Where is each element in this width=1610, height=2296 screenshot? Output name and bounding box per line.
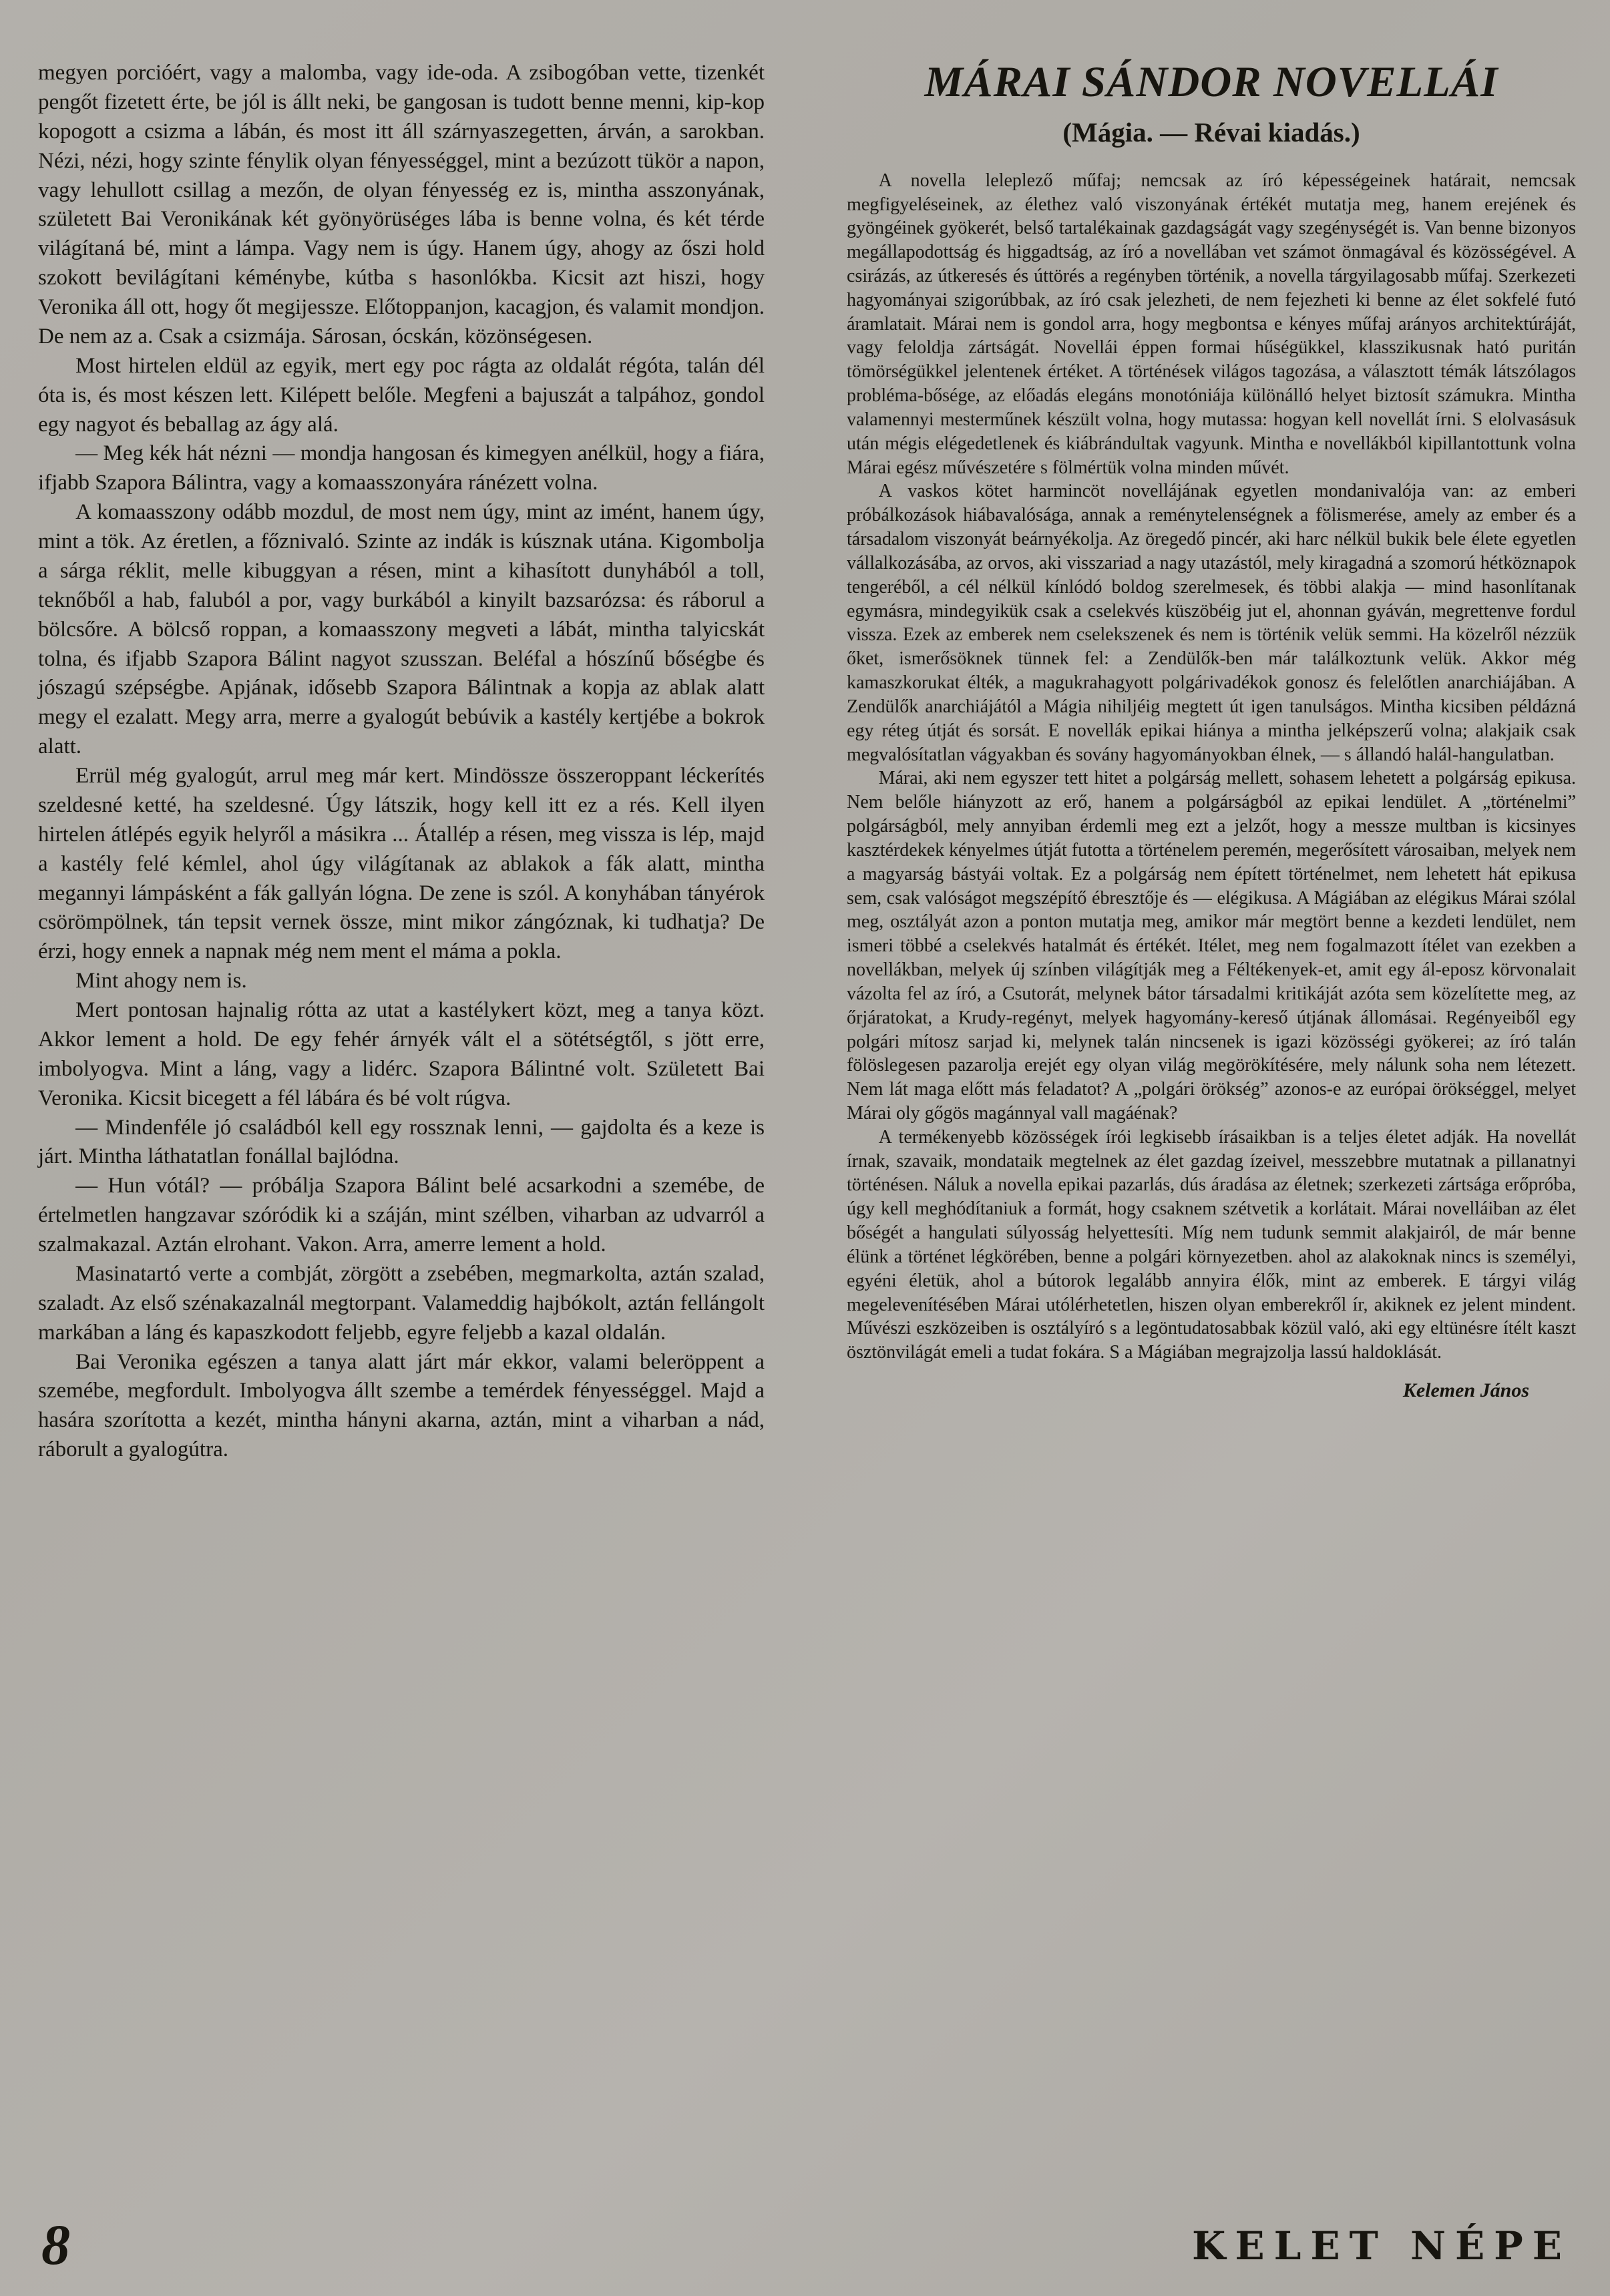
review-title: MÁRAI SÁNDOR NOVELLÁI [924,58,1498,106]
paragraph: Masinatartó verte a combját, zörgött a zsebében, megmarkolta, aztán szalad, szaladt. Az első szénakazalnál megtorpant. Valameddig hajbókolt, aztán fellángolt markában a láng és kapaszkodott feljebb, egyre feljebb a kazal oldalán. [38,1261,765,1345]
magazine-title: KELET NÉPE [1191,2223,1571,2269]
paragraph: Errül még gyalogút, arrul meg már kert. Mindössze összeroppant léckerítés szeldesné ketté, ha szeldesné. Úgy látszik, hogy kell itt ez a rés. Kell ilyen hirtelen átlépés egyik helyről a másikra ... Átallép a résen, meg vissza is lép, majd a kastély felé kémlel, ahol úgy világítanak az ablakok a fák alatt, mintha megannyi lámpásként a fák gallyán lógna. De zene is szól. A konyhában tányérok csörömpölnek, tán tepsit vernek össze, mint mikor zángóznak, ki tudhatja? De érzi, hogy ennek a napnak még nem ment el máma a pokla. [38,764,765,964]
review-column [847,59,1576,1403]
paragraph: megyen porcióért, vagy a malomba, vagy ide-oda. A zsibogóban vette, tizenkét pengőt fizetett érte, be jól is állt neki, be gangosan is tudott benne menni, kip-kop kopogott a csizma a lábán, és most itt áll szárnyaszegetten, árván, a sarokban. Nézi, nézi, hogy szinte fénylik olyan fényességgel, mint a bezúzott tükör a napon, vagy lehullott csillag a mezőn, de olyan fényesség ez is, mintha asszonyának, született Bai Veronikának két gyönyörüséges lába is benne volna, és két térde világítaná bé, mint a lámpa. Vagy nem is úgy. Hanem úgy, ahogy az őszi hold szokott bevilágítani kéménybe, kútba s hasonlókba. Kicsit azt hiszi, hogy Veronika áll ott, hogy őt megijessze. Előtoppanjon, kacagjon, és valamit mondjon. De nem az a. Csak a csizmája. Sárosan, ócskán, közönségesen. [38,61,765,349]
review-author: Kelemen János [1402,1379,1529,1402]
review-subtitle: (Mágia. — Révai kiadás.) [1062,116,1360,148]
paragraph: — Meg kék hát nézni — mondja hangosan és kimegyen anélkül, hogy a fiára, ifjabb Szapora Bálintra, vagy a komaasszonyára ránézett volna. [38,441,765,495]
paragraph: A termékenyebb közösségek írói legkisebb írásaikban is a teljes életet adják. Ha novellát írnak, szavaik, mondataik megtelnek az élet gazdag ízeivel, messzebbre mutatnak a pillanatnyi történésen. Náluk a novella epikai pazarlás, dús áradása az életnek; szerkezeti zártsága erőpróba, úgy kell meghódítaniuk a formát, hogy csaknem szétvetik a korlátait. Márai novelláiban az élet bőségét a hangulati súlyosság helyettesíti. Míg nem tudunk semmit alakjairól, de már benne élünk a történet légkörében, benne a polgári környezetben. ahol az alakoknak nincs is személyi, egyéni életük, ahol a bútorok legalább annyira élők, mint az emberek. E tárgyi világ megelevenítésében Márai utólérhetetlen, hiszen olyan emberekről ír, akiknek ez jelent mindent. Művészi eszközeiben is osztályíró s a legöntudatosabbak közül való, aki egy eltünésre ítélt kaszt ösztönvilágát emeli a tudat fokára. S a Mágiában megrajzolja lassú haldoklását. [847,1126,1576,1363]
paragraph: — Hun vótál? — próbálja Szapora Bálint belé acsarkodni a szemébe, de értelmetlen hangzavar szóródik ki a száján, mint szélben, viharban az udvarról a szalmakazal. Aztán elrohant. Vakon. Arra, amerre lement a hold. [38,1174,765,1256]
paragraph: — Mindenféle jó családból kell egy rossznak lenni, — gajdolta és a keze is járt. Mintha láthatatlan fonállal bajlódna. [38,1115,765,1169]
review-text [847,169,1576,1365]
paragraph: Márai, aki nem egyszer tett hitet a polgárság mellett, sohasem lehetett a polgárság epikusa. Nem belőle hiányzott az erő, hanem a polgárságból az epikai lendület. A „történelmi” polgárságból, mely annyiban érdemli meg ezt a jelzőt, hogy a messze multban is kicsinyes kasztérdekek kényelmes útját futotta a történelem peremén, megerősített városaiban, melyek nem a magyarság bástyái voltak. Ez a polgárság nem épített történelmet, nem lehetett hát epikusa sem, csak valóságot megszépítő ébresztője és — elégikusa. A Mágiában az elégikus Márai szólal meg, osztályát azon a ponton mutatja meg, amikor már megtört benne a kezdeti lendület, nem ismeri többé a cselekvés hatalmát és értékét. Itélet, meg nem fogalmazott ítélet van ezekben a novellákban, melyek új színben világítják meg a Féltékenyek-et, amit egy ál-eposz körvonalait vázolta fel az író, a Csutorát, melynek bátor társadalmi kritikáját azóta sem közelítette meg, az őrjáratokat, a Krudy-regényt, melyek hagyomány-kereső útjának állomásai. Regényeiből egy polgári mítosz sarjad ki, melynek talán nincsenek is igazi közösségi gyökerei; az író talán fölöslegesen pazarolja erejét egy olyan világ megörökítésére, mely nálunk soha nem létezett. Nem lát maga előtt más feladatot? A „polgári örökség” azonos-e az európai örökséggel, melyet Márai oly gőgös magánnyal vall magáénak? [847,768,1576,1124]
paragraph: A vaskos kötet harmincöt novellájának egyetlen mondanivalója van: az emberi próbálkozások hiábavalósága, annak a reménytelenségnek a fölismerése, amely az ember és a társadalom viszonyát beárnyékolja. Az öregedő pincér, aki harc nélkül bukik bele élete egyetlen vállalkozásába, az orvos, aki visszariad a nagy utazástól, mely kiragadná a szomorú hétköznapok tengeréből, a cél nélkül kínlódó boldog szerelmesek, és többi alakja — mind hasonlítanak egymásra, mindegyikük csak a cselekvés küszöbéig jut el, ahonnan gyáván, megrettenve fordul vissza. Ezek az emberek nem cselekszenek és nem is történik velük semmi. Ha közelről nézzük őket, ismerősöknek tünnek fel: a Zendülők-ben már találkoztunk velük. Akkor még kamaszkorukat élték, a magukrahagyott polgárivadékok gonosz és felelőtlen anarchiájában. A Zendülők anarchiájától a Mágia nihiljéig megtett út igen tanulságos. Mintha kicsiben példázná egy réteg útját és sorsát. E novellák epikai hiánya a mintha jelképszerű volna; alakjaik csak megvalósítatlan vágyakban és sovány hagyományokban élnek, — s állandó halál-hangulatban. [847,481,1576,765]
paragraph: Bai Veronika egészen a tanya alatt járt már ekkor, valami beleröppent a szemébe, megfordult. Imbolyogva állt szembe a temérdek fényességgel. Majd a hasára szorította a kezét, mintha hányni akarna, aztán, mint a viharban a nád, ráborult a gyalogútra. [38,1349,765,1462]
story-text [38,59,765,1465]
paragraph: A novella leleplező műfaj; nemcsak az író képességeinek határait, nemcsak megfigyeléseinek, az élethez való viszonyának értékét mutatja meg, hanem erejének és gyöngéinek gyökerét, belső tartalékainak gazdagságát vagy szegénységét is. Van benne bizonyos megállapodottság és higgadtság, az író a novellában vet számot önmagával és közösségével. A csirázás, az útkeresés és úttörés a regényben történik, a novella tárgyilagosabb műfaj. Szerkezeti hagyományai szigorúbbak, az író csak jelezheti, de nem fejezheti ki benne az élet sokfelé futó áramlatait. Márai nem is gondol arra, hogy megbontsa e kényes műfaj arányos architektúráját, vagy feloldja zártságát. Novellái éppen formai hűségükkel, klasszikusnak ható puritán tömörségükkel jelentenek értéket. A történések világos tagozása, a választott témák látszólagos probléma-bősége, az előadás elegáns monotóniája különálló helyet biztosít számukra. Mintha valamennyi mesterműnek készült volna, hogy mutassa: hogyan kell novellát írni. S elolvasásuk után mégis elégedetlenek és kiábrándultak vagyunk. Mintha e novellákból kipillantottunk volna Márai egész művészetére s fölmértük volna minden művét. [847,170,1576,478]
story-column [38,59,765,1465]
paragraph: Mint ahogy nem is. [75,969,247,993]
page-number: 8 [41,2213,70,2277]
paragraph: Mert pontosan hajnalig rótta az utat a kastélykert közt, meg a tanya közt. Akkor lement a hold. De egy fehér árnyék vált el a sötétségtől, s jött erre, imbolyogva. Mint a láng, vagy a lidérc. Szapora Bálintné volt. Született Bai Veronika. Kicsit bicegett a fél lábára és bé volt rúgva. [38,998,765,1110]
paragraph: Most hirtelen eldül az egyik, mert egy poc rágta az oldalát régóta, talán dél óta is, és most készen lett. Kilépett belőle. Megfeni a bajuszát a talpához, gondol egy nagyot és beballag az ágy alá. [38,353,765,437]
paragraph: A komaasszony odább mozdul, de most nem úgy, mint az imént, hanem úgy, mint a tök. Az éretlen, a főznivaló. Szinte az indák is kúsznak utána. Kigombolja a sárga réklit, melle kibuggyan a résen, mint a kihasított dunyhából a toll, teknőből a hab, faluból a por, vagy burkából a kinyilt bazsarózsa: és ráborul a bölcsőre. A bölcső roppan, a komaasszony megveti a lábát, mintha talyicskát tolna, és ifjabb Szapora Bálint nagyot szusszan. Beléfal a hószínű bőségbe és jószagú szépségbe. Apjának, idősebb Szapora Bálintnak a kopja az ablak alatt megy el ezalatt. Megy arra, merre a gyalogút bebúvik a kastély kertjébe a bokrok alatt. [38,500,765,759]
